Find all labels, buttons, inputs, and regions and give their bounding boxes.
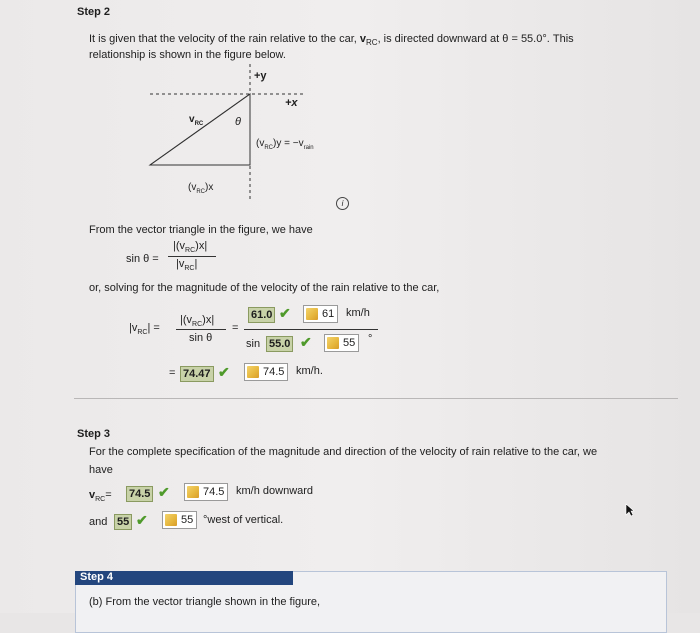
pencil-icon — [327, 337, 339, 349]
step-divider — [74, 398, 678, 399]
from-text: From the vector triangle in the figure, we have — [89, 224, 313, 236]
pencil-icon — [187, 486, 199, 498]
check-icon: ✔ — [136, 512, 148, 528]
info-icon[interactable]: i — [336, 197, 349, 210]
plus-y-label: +y — [254, 70, 267, 82]
step2-intro-line2: relationship is shown in the figure below. — [89, 49, 286, 61]
pencil-icon — [247, 366, 259, 378]
theta-label: θ — [235, 116, 241, 128]
check-icon: ✔ — [279, 305, 291, 321]
mag-lhs: $|v_{RC}|$ = — [129, 322, 160, 337]
step4-line1: (b) From the vector triangle shown in the figure, — [89, 596, 321, 608]
plus-x-label: +x — [285, 97, 298, 109]
frac1-denominator: $|v_{RC}|$ — [176, 258, 198, 273]
or-solving-text: or, solving for the magnitude of the velocity of the rain relative to the car, — [89, 282, 440, 294]
vector-triangle-figure — [145, 62, 365, 202]
sin-theta-lhs: sin θ = — [126, 253, 159, 265]
angle-unit: °west of vertical. — [203, 514, 284, 526]
and-label: and — [89, 516, 108, 528]
result-given-value: 74.47 — [180, 366, 214, 382]
step3-title: Step 3 — [77, 428, 111, 440]
angle-given-value: 55 — [114, 514, 132, 530]
step3-line2: have — [89, 464, 113, 476]
pencil-icon — [165, 514, 177, 526]
check-icon: ✔ — [300, 334, 312, 350]
vrc-label: $v_{RC}$ — [189, 114, 204, 127]
equals-1: = — [232, 322, 239, 334]
step2-intro-line1: It is given that the velocity of the rain relative to the car, $v_{RC}$, is directed downward at θ = 55.0°. This — [89, 33, 574, 48]
den-unit: ° — [368, 333, 373, 345]
step4-title: Step 4 — [80, 571, 114, 583]
num-given-value: 61.0 — [248, 307, 275, 323]
den-answer-field[interactable]: 55 — [324, 334, 359, 352]
frac2-denominator: sin θ — [189, 332, 213, 344]
vrc-y-component-label: $(v_{RC})y = -v_{rain}$ — [256, 138, 314, 151]
frac3-bar — [244, 329, 378, 330]
frac2-bar — [176, 329, 226, 330]
num-answer-field[interactable]: 61 — [303, 305, 338, 323]
check-icon: ✔ — [158, 484, 170, 500]
angle-answer-field[interactable]: 55 — [162, 511, 197, 529]
step3-line1: For the complete specification of the magnitude and direction of the velocity of rain relative to the car, we — [89, 446, 598, 458]
frac2-numerator: $|(v_{RC})x|$ — [180, 314, 215, 329]
den-given-value: 55.0 — [266, 336, 293, 352]
equals-2: = — [169, 367, 176, 379]
result-unit: km/h. — [296, 365, 323, 377]
frac1-bar — [168, 256, 216, 257]
den-sin-label: sin — [246, 338, 261, 350]
vrc-x-component-label: $(v_{RC})x$ — [188, 182, 214, 195]
step2-title: Step 2 — [77, 6, 111, 18]
pencil-icon — [306, 308, 318, 320]
vrc-symbol: $v_{RC}=$ — [89, 489, 112, 504]
frac1-numerator: $|(v_{RC})x|$ — [173, 240, 208, 255]
num-unit: km/h — [346, 307, 370, 319]
mag-unit: km/h downward — [236, 485, 314, 497]
mag-answer-field[interactable]: 74.5 — [184, 483, 228, 501]
step4-header — [75, 571, 293, 585]
check-icon: ✔ — [218, 364, 230, 380]
vrc-vector-line — [150, 94, 250, 165]
mag-given-value: 74.5 — [126, 486, 153, 502]
result-answer-field[interactable]: 74.5 — [244, 363, 288, 381]
mouse-cursor-icon — [625, 503, 635, 517]
